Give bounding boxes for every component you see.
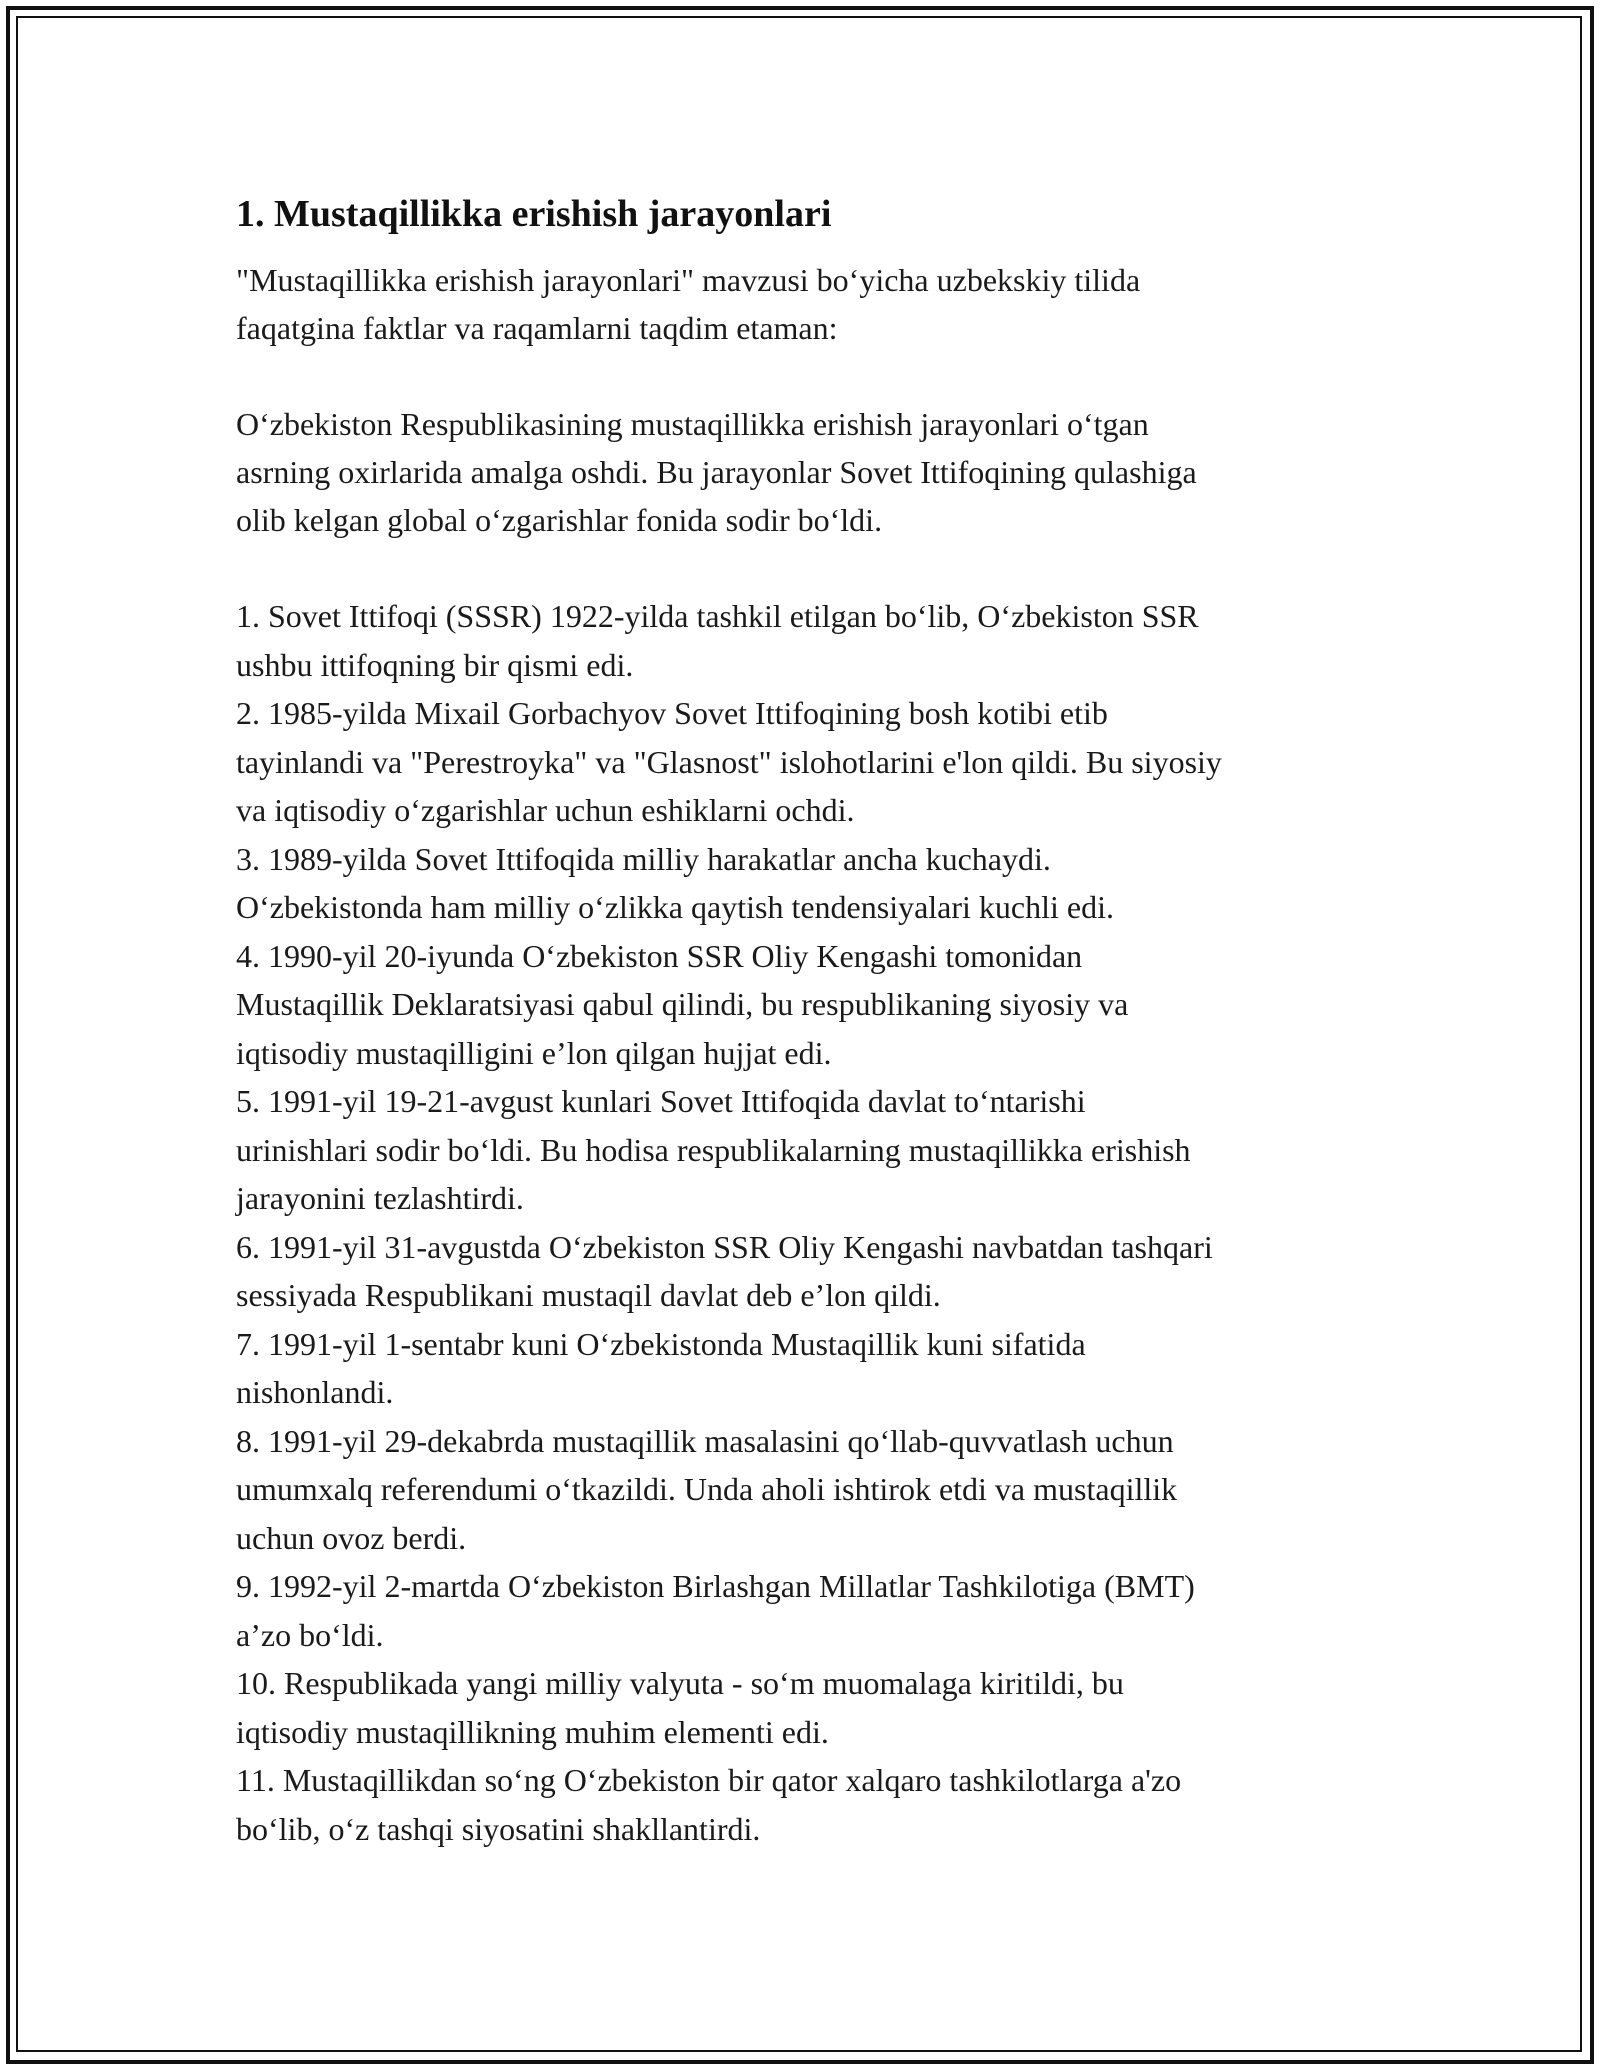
fact-line: nishonlandi. xyxy=(236,1374,394,1410)
fact-line: bo‘lib, o‘z tashqi siyosatini shakllantirdi. xyxy=(236,1810,761,1847)
fact-line: urinishlari sodir bo‘ldi. Bu hodisa respublikalarning mustaqillikka erishish xyxy=(236,1131,1191,1168)
intro-line: faqatgina faktlar va raqamlarni taqdim etaman: xyxy=(236,310,838,346)
fact-item xyxy=(236,1320,1376,1417)
fact-item xyxy=(236,592,1376,689)
fact-line: 4. 1990-yil 20-iyunda O‘zbekiston SSR Oliy Kengashi tomonidan xyxy=(236,937,1083,974)
document-page xyxy=(236,186,1376,1853)
fact-item xyxy=(236,1077,1376,1223)
fact-line: iqtisodiy mustaqillikning muhim elementi edi. xyxy=(236,1713,829,1750)
fact-line: a’zo bo‘ldi. xyxy=(236,1616,384,1653)
fact-line: Mustaqillik Deklaratsiyasi qabul qilindi, bu respublikaning siyosiy va xyxy=(236,986,1129,1022)
fact-line: ushbu ittifoqning bir qismi edi. xyxy=(236,646,634,683)
fact-line: iqtisodiy mustaqilligini e’lon qilgan hujjat edi. xyxy=(236,1034,832,1071)
facts-list xyxy=(236,592,1376,1853)
fact-line: 5. 1991-yil 19-21-avgust kunlari Sovet Ittifoqida davlat to‘ntarishi xyxy=(236,1083,1086,1119)
fact-line: va iqtisodiy o‘zgarishlar uchun eshiklarni ochdi. xyxy=(236,792,855,828)
fact-line: 8. 1991-yil 29-dekabrda mustaqillik masalasini qo‘llab-quvvatlash uchun xyxy=(236,1422,1174,1459)
fact-line: 10. Respublikada yangi milliy valyuta - so‘m muomalaga kiritildi, bu xyxy=(236,1665,1124,1701)
fact-line: 11. Mustaqillikdan so‘ng O‘zbekiston bir qator xalqaro tashkilotlarga a'zo xyxy=(236,1762,1182,1798)
fact-item xyxy=(236,1756,1376,1853)
fact-line: 3. 1989-yilda Sovet Ittifoqida milliy harakatlar ancha kuchaydi. xyxy=(236,840,1051,877)
fact-line: 7. 1991-yil 1-sentabr kuni O‘zbekistonda Mustaqillik kuni sifatida xyxy=(236,1325,1086,1362)
fact-item xyxy=(236,1417,1376,1563)
fact-item xyxy=(236,1659,1376,1756)
fact-line: 6. 1991-yil 31-avgustda O‘zbekiston SSR Oliy Kengashi navbatdan tashqari xyxy=(236,1228,1213,1265)
fact-line: sessiyada Respublikani mustaqil davlat deb e’lon qildi. xyxy=(236,1277,941,1313)
paragraph-spacer xyxy=(236,544,1376,592)
fact-line: uchun ovoz berdi. xyxy=(236,1519,467,1556)
intro-paragraph xyxy=(236,256,1376,352)
intro-line: "Mustaqillikka erishish jarayonlari" mavzusi bo‘yicha uzbekskiy tilida xyxy=(236,262,1141,298)
paragraph-spacer xyxy=(236,352,1376,400)
context-paragraph xyxy=(236,400,1376,544)
fact-line: O‘zbekistonda ham milliy o‘zlikka qaytish tendensiyalari kuchli edi. xyxy=(236,889,1114,925)
fact-line: umumxalq referendumi o‘tkazildi. Unda aholi ishtirok etdi va mustaqillik xyxy=(236,1471,1178,1507)
context-line: asrning oxirlarida amalga oshdi. Bu jarayonlar Sovet Ittifoqining qulashiga xyxy=(236,454,1197,490)
fact-line: 2. 1985-yilda Mixail Gorbachyov Sovet Ittifoqining bosh kotibi etib xyxy=(236,695,1108,731)
fact-item xyxy=(236,932,1376,1078)
context-line: olib kelgan global o‘zgarishlar fonida sodir bo‘ldi. xyxy=(236,502,883,538)
document-title: 1. Mustaqillikka erishish jarayonlari xyxy=(236,193,832,235)
fact-item xyxy=(236,835,1376,932)
fact-line: jarayonini tezlashtirdi. xyxy=(236,1180,524,1216)
fact-line: 1. Sovet Ittifoqi (SSSR) 1922-yilda tashkil etilgan bo‘lib, O‘zbekiston SSR xyxy=(236,598,1199,634)
fact-line: tayinlandi va "Perestroyka" va "Glasnost" islohotlarini e'lon qildi. Bu siyosiy xyxy=(236,743,1222,780)
fact-line: 9. 1992-yil 2-martda O‘zbekiston Birlashgan Millatlar Tashkilotiga (BMT) xyxy=(236,1568,1195,1604)
fact-item xyxy=(236,689,1376,835)
fact-item xyxy=(236,1562,1376,1659)
context-line: O‘zbekiston Respublikasining mustaqillikka erishish jarayonlari o‘tgan xyxy=(236,406,1149,442)
fact-item xyxy=(236,1223,1376,1320)
